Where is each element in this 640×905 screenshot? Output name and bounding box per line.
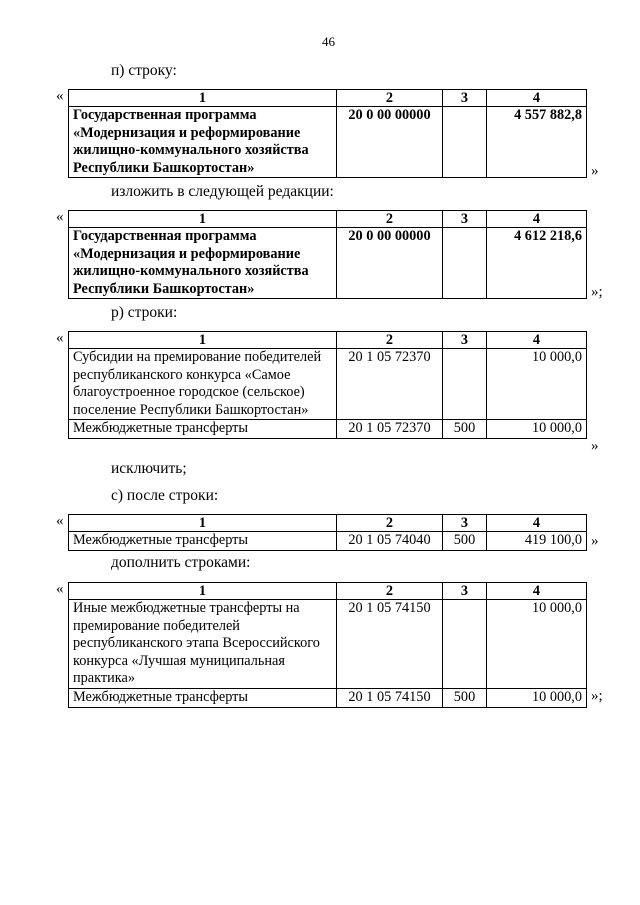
header-cell: 3 <box>443 90 487 107</box>
row-name: Государственная программа «Модернизация и реформирование жилищно-коммунального хозяйства Республики Башкортостан» <box>69 107 337 178</box>
header-cell: 3 <box>443 211 487 228</box>
row-type <box>443 107 487 178</box>
header-cell: 1 <box>69 332 337 349</box>
header-cell: 2 <box>337 332 443 349</box>
table-header-row <box>69 90 587 107</box>
row-name: Государственная программа «Модернизация и реформирование жилищно-коммунального хозяйства Республики Башкортостан» <box>69 228 337 299</box>
row-type: 500 <box>443 688 487 707</box>
open-quote: « <box>56 209 64 225</box>
table-t <box>68 582 587 708</box>
page-number: 46 <box>322 34 335 49</box>
table-r <box>68 331 587 439</box>
section-r-action: исключить; <box>111 460 187 477</box>
table-p-new <box>68 210 587 299</box>
header-cell: 3 <box>443 515 487 532</box>
table-row <box>69 688 587 707</box>
row-code: 20 1 05 74150 <box>337 600 443 689</box>
header-cell: 2 <box>337 211 443 228</box>
close-quote: » <box>591 533 599 549</box>
section-r-intro: р) строки: <box>111 304 178 321</box>
row-type <box>443 349 487 420</box>
header-cell: 4 <box>487 515 587 532</box>
table-row <box>69 228 587 299</box>
table-row <box>69 420 587 439</box>
close-quote: »; <box>591 688 603 704</box>
row-amount: 10 000,0 <box>487 420 587 439</box>
row-code: 20 1 05 74150 <box>337 688 443 707</box>
section-s-action: дополнить строками: <box>111 554 251 571</box>
header-cell: 2 <box>337 515 443 532</box>
close-quote: » <box>591 163 599 179</box>
section-p-intro: п) строку: <box>111 62 177 79</box>
close-quote: » <box>591 438 599 454</box>
row-type: 500 <box>443 420 487 439</box>
row-code: 20 1 05 74040 <box>337 532 443 551</box>
row-name: Межбюджетные трансферты <box>69 688 337 707</box>
row-type <box>443 600 487 689</box>
table-header-row <box>69 211 587 228</box>
row-name: Межбюджетные трансферты <box>69 532 337 551</box>
row-type: 500 <box>443 532 487 551</box>
header-cell: 2 <box>337 90 443 107</box>
header-cell: 4 <box>487 211 587 228</box>
header-cell: 4 <box>487 583 587 600</box>
row-name: Субсидии на премирование победителей республиканского конкурса «Самое благоустроенное городское (сельское) поселение Республики Башкортостан» <box>69 349 337 420</box>
close-quote: »; <box>591 284 603 300</box>
row-type <box>443 228 487 299</box>
open-quote: « <box>56 330 64 346</box>
header-cell: 1 <box>69 583 337 600</box>
section-p-mid: изложить в следующей редакции: <box>111 183 334 200</box>
header-cell: 1 <box>69 515 337 532</box>
table-row <box>69 600 587 689</box>
header-cell: 4 <box>487 332 587 349</box>
row-amount: 4 612 218,6 <box>487 228 587 299</box>
row-amount: 4 557 882,8 <box>487 107 587 178</box>
table-header-row <box>69 332 587 349</box>
row-code: 20 1 05 72370 <box>337 420 443 439</box>
row-code: 20 0 00 00000 <box>337 228 443 299</box>
table-header-row <box>69 583 587 600</box>
header-cell: 3 <box>443 583 487 600</box>
row-name: Межбюджетные трансферты <box>69 420 337 439</box>
table-s <box>68 514 587 551</box>
table-p-old <box>68 89 587 178</box>
open-quote: « <box>56 581 64 597</box>
table-row <box>69 107 587 178</box>
open-quote: « <box>56 88 64 104</box>
row-amount: 419 100,0 <box>487 532 587 551</box>
header-cell: 2 <box>337 583 443 600</box>
row-code: 20 0 00 00000 <box>337 107 443 178</box>
row-code: 20 1 05 72370 <box>337 349 443 420</box>
header-cell: 4 <box>487 90 587 107</box>
table-row <box>69 532 587 551</box>
open-quote: « <box>56 513 64 529</box>
table-header-row <box>69 515 587 532</box>
header-cell: 3 <box>443 332 487 349</box>
header-cell: 1 <box>69 90 337 107</box>
row-amount: 10 000,0 <box>487 688 587 707</box>
table-row <box>69 349 587 420</box>
row-amount: 10 000,0 <box>487 349 587 420</box>
header-cell: 1 <box>69 211 337 228</box>
row-amount: 10 000,0 <box>487 600 587 689</box>
row-name: Иные межбюджетные трансферты на премирование победителей республиканского этапа Всероссийского конкурса «Лучшая муниципальная практика» <box>69 600 337 689</box>
section-s-intro: с) после строки: <box>111 487 219 504</box>
